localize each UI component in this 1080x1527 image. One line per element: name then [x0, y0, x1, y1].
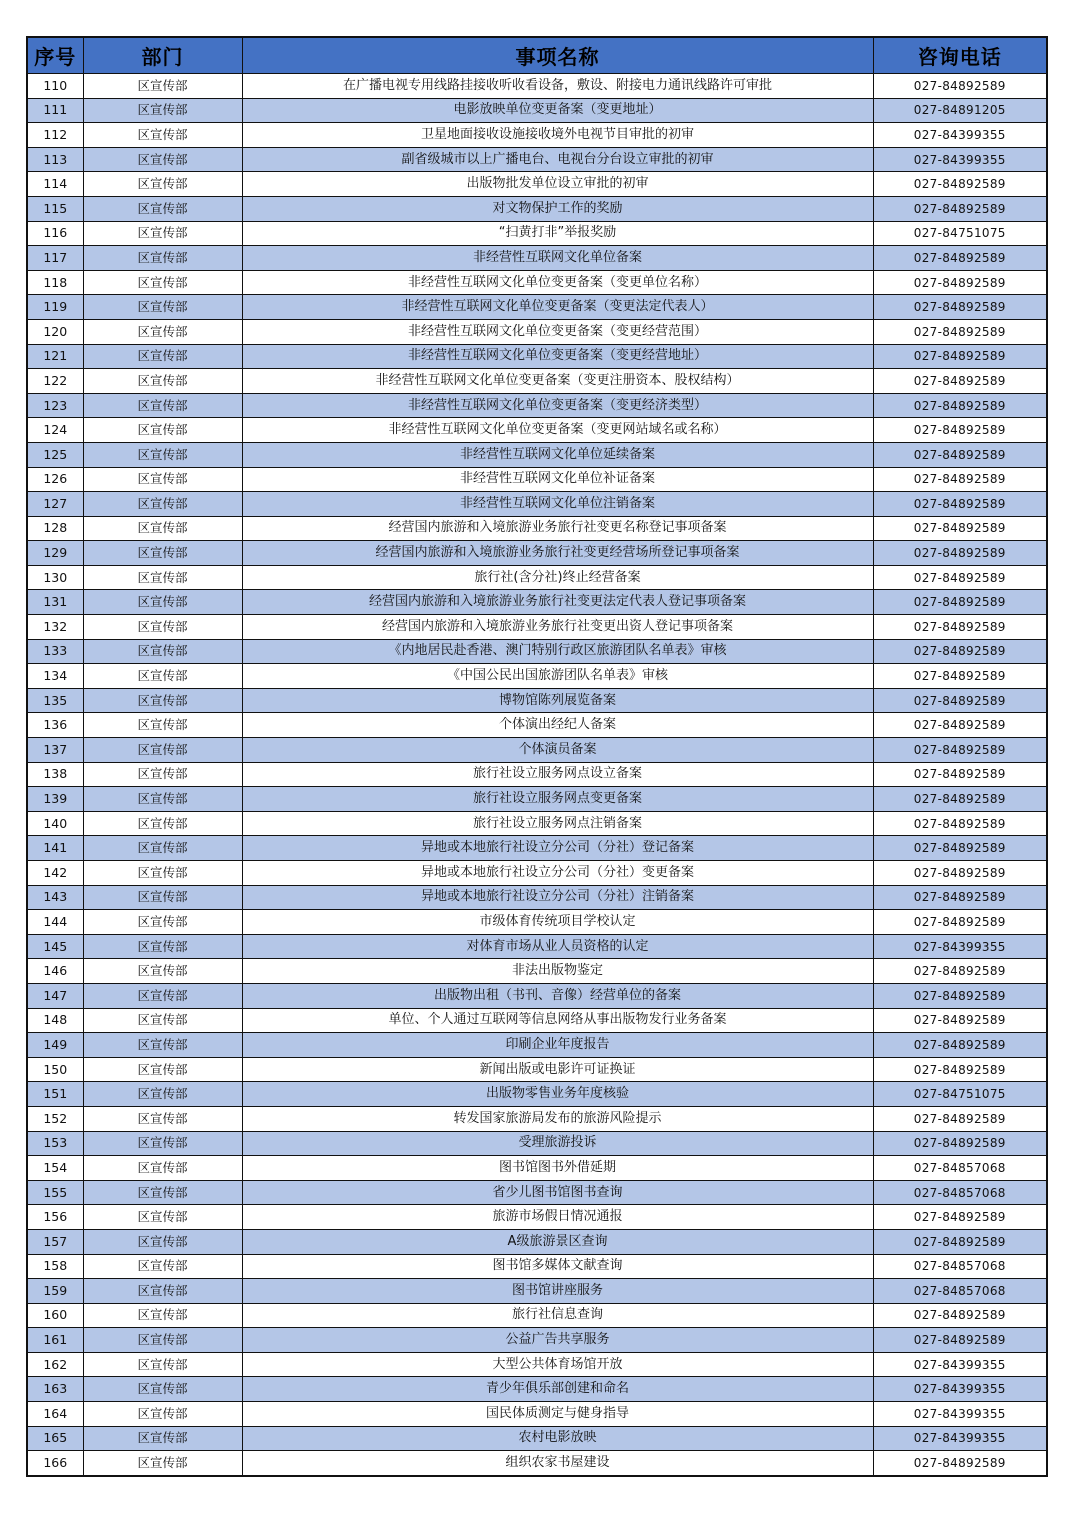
cell-department: 区宣传部	[83, 344, 242, 369]
cell-no: 124	[27, 418, 83, 443]
table-row	[27, 221, 1047, 246]
cell-item-name: 非经营性互联网文化单位变更备案（变更经营地址）	[242, 344, 873, 369]
cell-department: 区宣传部	[83, 1082, 242, 1107]
cell-department: 区宣传部	[83, 98, 242, 123]
cell-item-name: 非经营性互联网文化单位延续备案	[242, 442, 873, 467]
cell-no: 122	[27, 369, 83, 394]
cell-phone: 027-84892589	[873, 983, 1047, 1008]
cell-no: 141	[27, 836, 83, 861]
cell-department: 区宣传部	[83, 467, 242, 492]
cell-phone: 027-84892589	[873, 565, 1047, 590]
cell-no: 155	[27, 1180, 83, 1205]
cell-item-name: 非经营性互联网文化单位变更备案（变更网站域名或名称）	[242, 418, 873, 443]
cell-no: 148	[27, 1008, 83, 1033]
table-row	[27, 516, 1047, 541]
header-department: 部门	[83, 37, 242, 74]
cell-phone: 027-84892589	[873, 861, 1047, 886]
cell-no: 118	[27, 270, 83, 295]
cell-department: 区宣传部	[83, 762, 242, 787]
cell-phone: 027-84892589	[873, 246, 1047, 271]
table-header-row	[27, 37, 1047, 74]
cell-no: 130	[27, 565, 83, 590]
cell-item-name: 农村电影放映	[242, 1426, 873, 1451]
cell-item-name: 出版物出租（书刊、音像）经营单位的备案	[242, 983, 873, 1008]
cell-no: 147	[27, 983, 83, 1008]
cell-item-name: 在广播电视专用线路挂接收听收看设备，敷设、附接电力通讯线路许可审批	[242, 74, 873, 99]
table-row	[27, 1426, 1047, 1451]
table-row	[27, 565, 1047, 590]
cell-department: 区宣传部	[83, 811, 242, 836]
cell-no: 134	[27, 664, 83, 689]
cell-phone: 027-84857068	[873, 1180, 1047, 1205]
cell-no: 136	[27, 713, 83, 738]
table-row	[27, 123, 1047, 148]
cell-phone: 027-84892589	[873, 516, 1047, 541]
cell-department: 区宣传部	[83, 639, 242, 664]
table-row	[27, 74, 1047, 99]
cell-no: 154	[27, 1156, 83, 1181]
cell-phone: 027-84892589	[873, 1229, 1047, 1254]
cell-item-name: 非经营性互联网文化单位变更备案（变更经济类型）	[242, 393, 873, 418]
cell-item-name: 《内地居民赴香港、澳门特别行政区旅游团队名单表》审核	[242, 639, 873, 664]
cell-department: 区宣传部	[83, 1229, 242, 1254]
cell-item-name: 异地或本地旅行社设立分公司（分社）登记备案	[242, 836, 873, 861]
cell-no: 121	[27, 344, 83, 369]
cell-department: 区宣传部	[83, 836, 242, 861]
cell-no: 159	[27, 1279, 83, 1304]
cell-item-name: 图书馆图书外借延期	[242, 1156, 873, 1181]
cell-item-name: 异地或本地旅行社设立分公司（分社）变更备案	[242, 861, 873, 886]
cell-item-name: 转发国家旅游局发布的旅游风险提示	[242, 1106, 873, 1131]
cell-department: 区宣传部	[83, 246, 242, 271]
table-row	[27, 1254, 1047, 1279]
cell-item-name: 出版物批发单位设立审批的初审	[242, 172, 873, 197]
table-row	[27, 1352, 1047, 1377]
cell-phone: 027-84892589	[873, 664, 1047, 689]
cell-department: 区宣传部	[83, 369, 242, 394]
cell-phone: 027-84892589	[873, 393, 1047, 418]
cell-no: 116	[27, 221, 83, 246]
cell-item-name: 非经营性互联网文化单位备案	[242, 246, 873, 271]
cell-item-name: 经营国内旅游和入境旅游业务旅行社变更名称登记事项备案	[242, 516, 873, 541]
cell-phone: 027-84892589	[873, 344, 1047, 369]
cell-item-name: 旅行社信息查询	[242, 1303, 873, 1328]
table-row	[27, 787, 1047, 812]
cell-phone: 027-84892589	[873, 1131, 1047, 1156]
cell-phone: 027-84892589	[873, 1303, 1047, 1328]
cell-no: 163	[27, 1377, 83, 1402]
header-phone: 咨询电话	[873, 37, 1047, 74]
cell-department: 区宣传部	[83, 1156, 242, 1181]
cell-item-name: 图书馆讲座服务	[242, 1279, 873, 1304]
cell-item-name: 博物馆陈列展览备案	[242, 688, 873, 713]
cell-department: 区宣传部	[83, 1451, 242, 1476]
cell-department: 区宣传部	[83, 196, 242, 221]
cell-phone: 027-84892589	[873, 885, 1047, 910]
table-row	[27, 688, 1047, 713]
table-row	[27, 639, 1047, 664]
table-row	[27, 885, 1047, 910]
cell-department: 区宣传部	[83, 123, 242, 148]
cell-item-name: 印刷企业年度报告	[242, 1033, 873, 1058]
cell-item-name: 单位、个人通过互联网等信息网络从事出版物发行业务备案	[242, 1008, 873, 1033]
cell-item-name: 经营国内旅游和入境旅游业务旅行社变更经营场所登记事项备案	[242, 541, 873, 566]
cell-department: 区宣传部	[83, 738, 242, 763]
cell-phone: 027-84399355	[873, 147, 1047, 172]
cell-department: 区宣传部	[83, 1057, 242, 1082]
table-row	[27, 762, 1047, 787]
cell-item-name: 个体演员备案	[242, 738, 873, 763]
table-row	[27, 1279, 1047, 1304]
table-row	[27, 369, 1047, 394]
table-row	[27, 738, 1047, 763]
cell-item-name: 经营国内旅游和入境旅游业务旅行社变更出资人登记事项备案	[242, 615, 873, 640]
cell-item-name: 图书馆多媒体文献查询	[242, 1254, 873, 1279]
cell-department: 区宣传部	[83, 1377, 242, 1402]
cell-phone: 027-84892589	[873, 418, 1047, 443]
cell-item-name: 市级体育传统项目学校认定	[242, 910, 873, 935]
cell-phone: 027-84892589	[873, 541, 1047, 566]
cell-no: 127	[27, 492, 83, 517]
cell-department: 区宣传部	[83, 295, 242, 320]
cell-item-name: 旅行社设立服务网点注销备案	[242, 811, 873, 836]
cell-phone: 027-84892589	[873, 492, 1047, 517]
cell-department: 区宣传部	[83, 1352, 242, 1377]
cell-phone: 027-84892589	[873, 270, 1047, 295]
cell-no: 161	[27, 1328, 83, 1353]
table-row	[27, 442, 1047, 467]
cell-department: 区宣传部	[83, 565, 242, 590]
cell-department: 区宣传部	[83, 442, 242, 467]
cell-phone: 027-84751075	[873, 1082, 1047, 1107]
table-row	[27, 811, 1047, 836]
table-row	[27, 836, 1047, 861]
cell-no: 153	[27, 1131, 83, 1156]
cell-department: 区宣传部	[83, 319, 242, 344]
table-row	[27, 467, 1047, 492]
cell-department: 区宣传部	[83, 787, 242, 812]
cell-phone: 027-84892589	[873, 590, 1047, 615]
table-row	[27, 270, 1047, 295]
cell-item-name: 旅行社设立服务网点设立备案	[242, 762, 873, 787]
cell-no: 138	[27, 762, 83, 787]
cell-item-name: 旅游市场假日情况通报	[242, 1205, 873, 1230]
cell-phone: 027-84892589	[873, 467, 1047, 492]
cell-no: 165	[27, 1426, 83, 1451]
cell-department: 区宣传部	[83, 910, 242, 935]
cell-item-name: 异地或本地旅行社设立分公司（分社）注销备案	[242, 885, 873, 910]
cell-no: 143	[27, 885, 83, 910]
cell-phone: 027-84892589	[873, 1106, 1047, 1131]
cell-phone: 027-84399355	[873, 123, 1047, 148]
cell-item-name: 个体演出经纪人备案	[242, 713, 873, 738]
cell-phone: 027-84892589	[873, 1328, 1047, 1353]
table-row	[27, 246, 1047, 271]
table-row	[27, 541, 1047, 566]
table-row	[27, 983, 1047, 1008]
cell-phone: 027-84892589	[873, 811, 1047, 836]
table-row	[27, 1180, 1047, 1205]
cell-no: 139	[27, 787, 83, 812]
cell-department: 区宣传部	[83, 590, 242, 615]
table-body	[27, 74, 1047, 1476]
cell-no: 144	[27, 910, 83, 935]
cell-department: 区宣传部	[83, 147, 242, 172]
cell-item-name: 非经营性互联网文化单位补证备案	[242, 467, 873, 492]
cell-no: 137	[27, 738, 83, 763]
cell-no: 125	[27, 442, 83, 467]
cell-department: 区宣传部	[83, 688, 242, 713]
cell-no: 142	[27, 861, 83, 886]
cell-no: 111	[27, 98, 83, 123]
table-row	[27, 615, 1047, 640]
table-row	[27, 590, 1047, 615]
cell-department: 区宣传部	[83, 1205, 242, 1230]
cell-no: 128	[27, 516, 83, 541]
cell-item-name: 出版物零售业务年度核验	[242, 1082, 873, 1107]
cell-no: 112	[27, 123, 83, 148]
cell-department: 区宣传部	[83, 418, 242, 443]
cell-no: 156	[27, 1205, 83, 1230]
cell-no: 158	[27, 1254, 83, 1279]
cell-no: 140	[27, 811, 83, 836]
table-row	[27, 959, 1047, 984]
cell-department: 区宣传部	[83, 1402, 242, 1427]
cell-item-name: 公益广告共享服务	[242, 1328, 873, 1353]
cell-phone: 027-84892589	[873, 1033, 1047, 1058]
cell-item-name: 非经营性互联网文化单位变更备案（变更经营范围）	[242, 319, 873, 344]
cell-no: 114	[27, 172, 83, 197]
table-row	[27, 1156, 1047, 1181]
cell-department: 区宣传部	[83, 74, 242, 99]
cell-phone: 027-84892589	[873, 836, 1047, 861]
table-row	[27, 1229, 1047, 1254]
cell-item-name: 青少年俱乐部创建和命名	[242, 1377, 873, 1402]
cell-department: 区宣传部	[83, 393, 242, 418]
cell-phone: 027-84857068	[873, 1156, 1047, 1181]
cell-department: 区宣传部	[83, 172, 242, 197]
cell-item-name: 对体育市场从业人员资格的认定	[242, 934, 873, 959]
table-row	[27, 172, 1047, 197]
cell-no: 115	[27, 196, 83, 221]
cell-department: 区宣传部	[83, 983, 242, 1008]
cell-department: 区宣传部	[83, 221, 242, 246]
cell-phone: 027-84399355	[873, 1352, 1047, 1377]
cell-no: 133	[27, 639, 83, 664]
cell-phone: 027-84892589	[873, 295, 1047, 320]
cell-no: 151	[27, 1082, 83, 1107]
cell-phone: 027-84892589	[873, 787, 1047, 812]
cell-department: 区宣传部	[83, 1328, 242, 1353]
cell-phone: 027-84891205	[873, 98, 1047, 123]
cell-department: 区宣传部	[83, 492, 242, 517]
cell-no: 135	[27, 688, 83, 713]
cell-phone: 027-84751075	[873, 221, 1047, 246]
cell-item-name: 非法出版物鉴定	[242, 959, 873, 984]
cell-department: 区宣传部	[83, 934, 242, 959]
cell-no: 120	[27, 319, 83, 344]
cell-phone: 027-84892589	[873, 369, 1047, 394]
cell-phone: 027-84892589	[873, 319, 1047, 344]
table-row	[27, 1377, 1047, 1402]
cell-no: 146	[27, 959, 83, 984]
cell-no: 145	[27, 934, 83, 959]
table-row	[27, 1131, 1047, 1156]
cell-department: 区宣传部	[83, 1279, 242, 1304]
table-row	[27, 910, 1047, 935]
cell-phone: 027-84857068	[873, 1279, 1047, 1304]
table-row	[27, 1328, 1047, 1353]
table-row	[27, 1008, 1047, 1033]
cell-item-name: 新闻出版或电影许可证换证	[242, 1057, 873, 1082]
table-row	[27, 418, 1047, 443]
cell-phone: 027-84399355	[873, 1426, 1047, 1451]
cell-department: 区宣传部	[83, 885, 242, 910]
table-row	[27, 1303, 1047, 1328]
cell-phone: 027-84892589	[873, 688, 1047, 713]
cell-no: 110	[27, 74, 83, 99]
cell-no: 126	[27, 467, 83, 492]
table-row	[27, 344, 1047, 369]
cell-phone: 027-84399355	[873, 1377, 1047, 1402]
cell-department: 区宣传部	[83, 1008, 242, 1033]
cell-item-name: 旅行社(含分社)终止经营备案	[242, 565, 873, 590]
cell-no: 164	[27, 1402, 83, 1427]
cell-no: 157	[27, 1229, 83, 1254]
cell-phone: 027-84892589	[873, 1205, 1047, 1230]
cell-no: 150	[27, 1057, 83, 1082]
cell-phone: 027-84892589	[873, 615, 1047, 640]
cell-item-name: 电影放映单位变更备案（变更地址）	[242, 98, 873, 123]
table-row	[27, 147, 1047, 172]
cell-phone: 027-84892589	[873, 738, 1047, 763]
cell-department: 区宣传部	[83, 516, 242, 541]
cell-phone: 027-84892589	[873, 442, 1047, 467]
cell-phone: 027-84892589	[873, 1451, 1047, 1476]
table-row	[27, 492, 1047, 517]
cell-no: 132	[27, 615, 83, 640]
cell-department: 区宣传部	[83, 959, 242, 984]
table-row	[27, 1033, 1047, 1058]
cell-phone: 027-84892589	[873, 74, 1047, 99]
table-row	[27, 934, 1047, 959]
cell-item-name: 《中国公民出国旅游团队名单表》审核	[242, 664, 873, 689]
cell-phone: 027-84892589	[873, 196, 1047, 221]
cell-item-name: 国民体质测定与健身指导	[242, 1402, 873, 1427]
table-row	[27, 1205, 1047, 1230]
cell-no: 123	[27, 393, 83, 418]
table-row	[27, 1082, 1047, 1107]
cell-item-name: 省少儿图书馆图书查询	[242, 1180, 873, 1205]
service-items-sheet	[26, 36, 1046, 1477]
cell-item-name: 经营国内旅游和入境旅游业务旅行社变更法定代表人登记事项备案	[242, 590, 873, 615]
cell-item-name: 组织农家书屋建设	[242, 1451, 873, 1476]
service-items-table	[26, 36, 1048, 1477]
cell-no: 117	[27, 246, 83, 271]
cell-phone: 027-84892589	[873, 910, 1047, 935]
cell-no: 131	[27, 590, 83, 615]
cell-department: 区宣传部	[83, 1033, 242, 1058]
cell-no: 152	[27, 1106, 83, 1131]
table-row	[27, 664, 1047, 689]
cell-department: 区宣传部	[83, 664, 242, 689]
table-row	[27, 319, 1047, 344]
cell-phone: 027-84892589	[873, 1008, 1047, 1033]
table-row	[27, 295, 1047, 320]
cell-item-name: 大型公共体育场馆开放	[242, 1352, 873, 1377]
cell-no: 166	[27, 1451, 83, 1476]
cell-phone: 027-84857068	[873, 1254, 1047, 1279]
cell-item-name: 非经营性互联网文化单位变更备案（变更单位名称）	[242, 270, 873, 295]
cell-department: 区宣传部	[83, 1180, 242, 1205]
header-no: 序号	[27, 37, 83, 74]
cell-no: 129	[27, 541, 83, 566]
cell-no: 162	[27, 1352, 83, 1377]
table-row	[27, 1451, 1047, 1476]
cell-item-name: 旅行社设立服务网点变更备案	[242, 787, 873, 812]
cell-phone: 027-84892589	[873, 1057, 1047, 1082]
cell-department: 区宣传部	[83, 1426, 242, 1451]
table-row	[27, 98, 1047, 123]
cell-department: 区宣传部	[83, 615, 242, 640]
cell-department: 区宣传部	[83, 270, 242, 295]
cell-department: 区宣传部	[83, 861, 242, 886]
cell-item-name: 非经营性互联网文化单位注销备案	[242, 492, 873, 517]
cell-no: 113	[27, 147, 83, 172]
table-row	[27, 861, 1047, 886]
cell-department: 区宣传部	[83, 1106, 242, 1131]
cell-phone: 027-84892589	[873, 639, 1047, 664]
cell-phone: 027-84892589	[873, 762, 1047, 787]
cell-no: 119	[27, 295, 83, 320]
cell-item-name: 非经营性互联网文化单位变更备案（变更注册资本、股权结构）	[242, 369, 873, 394]
table-row	[27, 713, 1047, 738]
cell-department: 区宣传部	[83, 1131, 242, 1156]
table-row	[27, 1057, 1047, 1082]
cell-item-name: 对文物保护工作的奖励	[242, 196, 873, 221]
cell-phone: 027-84892589	[873, 172, 1047, 197]
cell-item-name: 受理旅游投诉	[242, 1131, 873, 1156]
table-row	[27, 1106, 1047, 1131]
cell-department: 区宣传部	[83, 713, 242, 738]
cell-no: 149	[27, 1033, 83, 1058]
cell-item-name: 副省级城市以上广播电台、电视台分台设立审批的初审	[242, 147, 873, 172]
table-row	[27, 1402, 1047, 1427]
cell-phone: 027-84399355	[873, 934, 1047, 959]
cell-phone: 027-84892589	[873, 713, 1047, 738]
table-row	[27, 196, 1047, 221]
cell-item-name: 卫星地面接收设施接收境外电视节目审批的初审	[242, 123, 873, 148]
cell-department: 区宣传部	[83, 1254, 242, 1279]
cell-item-name: A级旅游景区查询	[242, 1229, 873, 1254]
cell-item-name: “扫黄打非”举报奖励	[242, 221, 873, 246]
cell-phone: 027-84399355	[873, 1402, 1047, 1427]
cell-item-name: 非经营性互联网文化单位变更备案（变更法定代表人）	[242, 295, 873, 320]
header-item-name: 事项名称	[242, 37, 873, 74]
cell-phone: 027-84892589	[873, 959, 1047, 984]
cell-department: 区宣传部	[83, 541, 242, 566]
cell-no: 160	[27, 1303, 83, 1328]
table-row	[27, 393, 1047, 418]
cell-department: 区宣传部	[83, 1303, 242, 1328]
